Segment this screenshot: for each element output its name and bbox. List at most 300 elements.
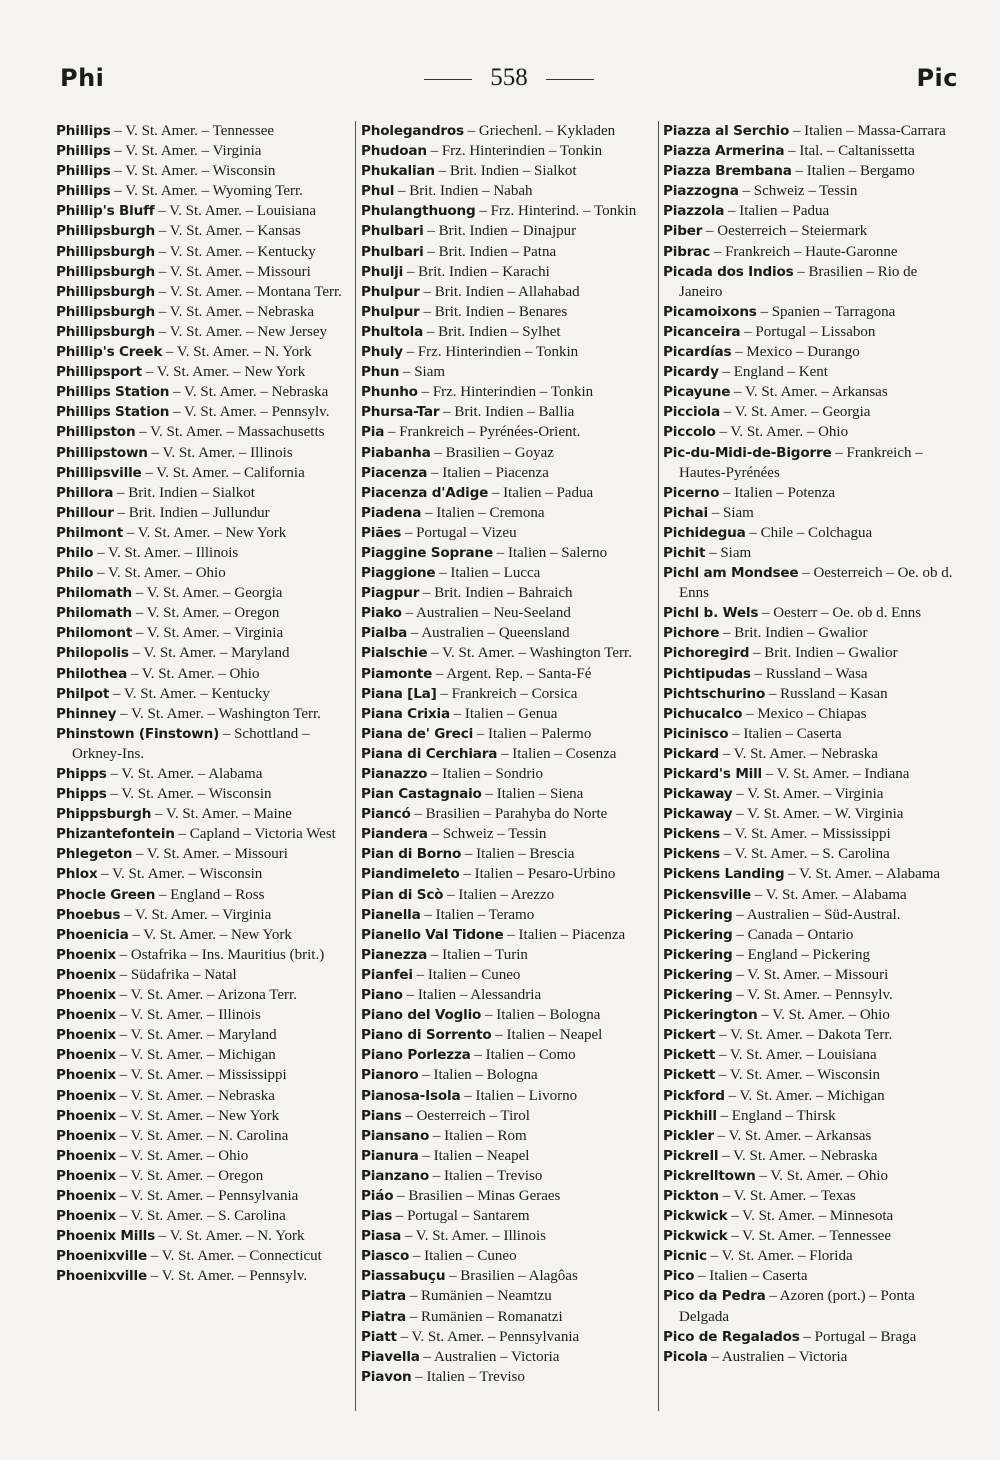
entry-location: – Ostafrika – Ins. Mauritius (brit.) xyxy=(115,946,325,963)
entry-location: – Brasilien – Minas Geraes xyxy=(393,1187,561,1204)
entry-place-name: Pian di Scò xyxy=(361,886,444,903)
entry-place-name: Pickensville xyxy=(663,886,752,903)
gazetteer-entry xyxy=(56,463,351,483)
gazetteer-entry xyxy=(56,221,351,241)
entry-location: – V. St. Amer. – Nebraska xyxy=(115,1087,275,1104)
entry-location: – Brasilien – Rio de Janeiro xyxy=(679,263,918,300)
entry-location: – V. St. Amer. – Illinois xyxy=(401,1228,546,1245)
gazetteer-entry xyxy=(361,1246,657,1266)
entry-location: – V. St. Amer. – Ohio xyxy=(715,424,849,441)
header-rule-right xyxy=(546,79,594,80)
gazetteer-entry xyxy=(56,623,351,643)
entry-place-name: Picada dos Indios xyxy=(663,263,794,280)
entry-location: – Siam xyxy=(708,504,754,521)
entry-location: – V. St. Amer. – Arkansas xyxy=(730,384,888,401)
gazetteer-entry xyxy=(663,362,963,382)
gazetteer-entry xyxy=(361,342,657,362)
entry-place-name: Picerno xyxy=(663,484,720,501)
entry-place-name: Phoenix xyxy=(56,1187,116,1204)
entry-place-name: Piana di Cerchiara xyxy=(361,745,498,762)
gazetteer-entry xyxy=(56,322,351,342)
gazetteer-entry xyxy=(361,503,657,523)
entry-place-name: Pickwick xyxy=(663,1208,728,1225)
entry-place-name: Piacenza xyxy=(361,464,428,481)
entry-place-name: Pianfei xyxy=(361,966,413,983)
entry-location: – Italien – Caserta xyxy=(728,725,842,742)
entry-location: – Italien – Salerno xyxy=(492,544,608,561)
entry-place-name: Picanceira xyxy=(663,323,741,340)
entry-place-name: Piasco xyxy=(361,1248,410,1265)
entry-place-name: Pickton xyxy=(663,1187,719,1204)
entry-location: – Italien – Treviso xyxy=(411,1368,525,1385)
entry-place-name: Phulpur xyxy=(361,303,420,320)
entry-location: – V. St. Amer. – Wyoming Terr. xyxy=(110,183,303,200)
entry-location: – Russland – Wasa xyxy=(750,665,868,682)
entry-location: – Portugal – Lissabon xyxy=(740,323,876,340)
gazetteer-entry xyxy=(361,1166,657,1186)
entry-location: – Frz. Hinterind. – Tonkin xyxy=(475,203,637,220)
gazetteer-entry xyxy=(663,503,963,523)
gazetteer-entry xyxy=(663,985,963,1005)
entry-location: – Brasilien – Parahyba do Norte xyxy=(410,806,608,823)
entry-place-name: Philo xyxy=(56,544,94,561)
gazetteer-entry xyxy=(56,302,351,322)
entry-place-name: Piccolo xyxy=(663,424,716,441)
gazetteer-entry xyxy=(56,583,351,603)
gazetteer-entry xyxy=(56,262,351,282)
entry-place-name: Phillipston xyxy=(56,424,136,441)
entry-place-name: Picinisco xyxy=(663,725,729,742)
entry-place-name: Phoenix xyxy=(56,1208,116,1225)
gazetteer-entry xyxy=(663,724,963,744)
gazetteer-entry xyxy=(663,1065,963,1085)
gazetteer-entry xyxy=(56,121,351,141)
gazetteer-entry xyxy=(56,1025,351,1045)
entry-place-name: Phinstown xyxy=(56,725,135,742)
entry-place-name: Piavon xyxy=(361,1368,412,1385)
entry-location: – Italien – Piacenza xyxy=(503,926,626,943)
entry-place-name: Pickert xyxy=(663,1027,716,1044)
entry-location: – Italien – Padua xyxy=(488,484,594,501)
gazetteer-entry xyxy=(361,643,657,663)
entry-location: – V. St. Amer. – Illinois xyxy=(115,1007,261,1024)
entry-location: – Italien – Potenza xyxy=(719,484,836,501)
gazetteer-entry xyxy=(56,905,351,925)
gazetteer-entry xyxy=(361,1327,657,1347)
entry-location: – Italien – Bologna xyxy=(481,1007,601,1024)
entry-location: – Brit. Indien – Gwalior xyxy=(749,645,898,662)
entry-place-name: Piatra xyxy=(361,1308,406,1325)
gazetteer-entry xyxy=(361,824,657,844)
gazetteer-entry xyxy=(56,864,351,884)
entry-place-name: Phillipsburgh xyxy=(56,223,156,240)
entry-location: – V. St. Amer. – Alabama xyxy=(106,766,263,782)
entry-place-name: Piano del Voglio xyxy=(361,1007,482,1024)
entry-place-name: Pico xyxy=(663,1268,695,1285)
entry-location: – Italien – Treviso xyxy=(428,1167,543,1184)
entry-place-name: Piazza al Serchio xyxy=(663,123,790,139)
gazetteer-entry xyxy=(663,824,963,844)
entry-place-name: Pickler xyxy=(663,1127,714,1144)
entry-location: – V. St. Amer. – W. Virginia xyxy=(732,806,904,823)
entry-location: – V. St. Amer. – Tennessee xyxy=(110,123,275,139)
entry-location: – Brit. Indien – Karachi xyxy=(403,263,550,280)
gazetteer-entry xyxy=(361,1186,657,1206)
entry-location: – V. St. Amer. – Wisconsin xyxy=(106,786,272,803)
gazetteer-entry xyxy=(56,985,351,1005)
entry-place-name: Phukalian xyxy=(361,163,435,180)
entry-location: – V. St. Amer. – Washington Terr. xyxy=(427,645,632,662)
entry-location: – Argent. Rep. – Santa-Fé xyxy=(432,665,592,682)
entry-place-name: Pianosa-Isola xyxy=(361,1087,461,1104)
gazetteer-entry xyxy=(56,664,351,684)
gazetteer-entry xyxy=(56,1206,351,1226)
entry-location: – Brit. Indien – Jullundur xyxy=(113,504,270,521)
gazetteer-entry xyxy=(361,181,657,201)
entry-place-name: Pickaway xyxy=(663,786,733,803)
entry-place-name: Philomath xyxy=(56,605,133,622)
entry-location: – V. St. Amer. – New Jersey xyxy=(155,323,327,340)
entry-location: – Italien – Genua xyxy=(449,705,558,722)
gazetteer-entry xyxy=(361,1367,657,1387)
entry-place-name: Pickhill xyxy=(663,1107,717,1124)
entry-place-name: Pickering xyxy=(663,946,733,963)
gazetteer-entry xyxy=(56,362,351,382)
page-number-block xyxy=(60,64,958,92)
entry-place-name: Phoenix xyxy=(56,1067,116,1084)
gazetteer-entry xyxy=(361,1065,657,1085)
entry-location: – Italien – Livorno xyxy=(460,1087,578,1104)
entry-place-name: Pialba xyxy=(361,625,408,642)
entry-place-name: Piagpur xyxy=(361,585,420,602)
entry-place-name: Phizantefontein xyxy=(56,826,175,843)
entry-place-name: Piasa xyxy=(361,1228,402,1245)
gazetteer-entry xyxy=(361,623,657,643)
entry-place-name: Pianzano xyxy=(361,1167,429,1184)
gazetteer-entry xyxy=(56,1166,351,1186)
column-divider-2 xyxy=(658,121,659,1411)
entry-location: – Brit. Indien – Nabah xyxy=(394,183,533,200)
gazetteer-entry xyxy=(663,221,963,241)
entry-place-name: Piáo xyxy=(361,1187,394,1204)
entry-place-name: Picciola xyxy=(663,404,720,421)
entry-place-name: Phillour xyxy=(56,504,114,521)
entry-place-name: Piano xyxy=(361,987,403,1004)
entry-location: – V. St. Amer. – Maryland xyxy=(115,1027,277,1044)
gazetteer-entry xyxy=(361,1226,657,1246)
entry-place-name: Picayune xyxy=(663,384,731,401)
entry-location: – V. St. Amer. – S. Carolina xyxy=(115,1208,286,1225)
entry-location: – Frankreich – Pyrénées-Orient. xyxy=(384,424,581,441)
entry-location: – V. St. Amer. – Louisiana xyxy=(154,203,317,220)
entry-place-name: Pickrell xyxy=(663,1147,719,1164)
gazetteer-entry xyxy=(56,1086,351,1106)
entry-place-name: Piana [La] xyxy=(361,685,437,702)
entry-location: – V. St. Amer. – Wisconsin xyxy=(715,1067,881,1084)
entry-place-name: Phillora xyxy=(56,484,114,501)
entry-place-name: Phursa-Tar xyxy=(361,404,440,421)
entry-location: – V. St. Amer. – Pennsylvania xyxy=(396,1328,580,1345)
entry-place-name: Phul xyxy=(361,183,395,200)
gazetteer-entry xyxy=(663,925,963,945)
gazetteer-entry xyxy=(56,563,351,583)
gazetteer-entry xyxy=(56,945,351,965)
entry-location: – England – Kent xyxy=(718,364,828,381)
entry-place-name: Pianoro xyxy=(361,1067,419,1084)
gazetteer-entry xyxy=(56,503,351,523)
gazetteer-entry xyxy=(663,523,963,543)
gazetteer-entry xyxy=(56,643,351,663)
entry-location: – Griechenl. – Kykladen xyxy=(463,123,616,139)
gazetteer-entry xyxy=(663,1126,963,1146)
entry-place-name: Phoenix xyxy=(56,1027,116,1044)
gazetteer-entry xyxy=(663,563,963,603)
entry-location: – Capland – Victoria West xyxy=(174,826,336,843)
entry-location: – Italien – Cuneo xyxy=(409,1248,517,1265)
entry-location: – Italien – Piacenza xyxy=(427,464,549,481)
gazetteer-entry xyxy=(663,262,963,302)
entry-location: – V. St. Amer. – Michigan xyxy=(115,1047,276,1064)
entry-place-name: Pickerington xyxy=(663,1007,758,1024)
entry-place-name: Piana Crixia xyxy=(361,705,450,722)
entry-location: – V. St. Amer. – New York xyxy=(123,524,287,541)
gazetteer-entry xyxy=(361,744,657,764)
gazetteer-entry xyxy=(361,844,657,864)
gazetteer-entry xyxy=(663,161,963,181)
entry-location: – Brit. Indien – Sialkot xyxy=(434,163,577,180)
entry-place-name: Philomath xyxy=(56,585,133,602)
gazetteer-entry xyxy=(361,1005,657,1025)
entry-location: – V. St. Amer. – Georgia xyxy=(132,585,283,602)
entry-location: – Italien – Bologna xyxy=(418,1067,538,1084)
entry-place-name: Phulji xyxy=(361,263,404,280)
entry-location: – V. St. Amer. – Minnesota xyxy=(727,1208,894,1225)
gazetteer-entry xyxy=(361,463,657,483)
entry-place-name: Phillipsville xyxy=(56,464,142,481)
entry-place-name: Picardías xyxy=(663,344,732,361)
entry-place-name: Piabanha xyxy=(361,444,431,461)
gazetteer-entry xyxy=(361,1126,657,1146)
entry-location: – V. St. Amer. – Michigan xyxy=(724,1087,885,1104)
entry-location: – Azoren (port.) – Ponta Delgada xyxy=(679,1288,915,1325)
entry-location: – V. St. Amer. – Montana Terr. xyxy=(155,283,342,300)
entry-location: – V. St. Amer. – Missouri xyxy=(155,263,311,280)
entry-place-name: Pickens Landing xyxy=(663,866,785,883)
gazetteer-entry xyxy=(56,1065,351,1085)
entry-location: – Oesterreich – Steiermark xyxy=(702,223,868,240)
entry-location: – Italien – Arezzo xyxy=(443,886,555,903)
entry-place-name: Philo xyxy=(56,565,94,582)
entry-place-name: Phillipsburgh xyxy=(56,283,156,300)
gazetteer-entry xyxy=(663,684,963,704)
entry-place-name: Phillipstown xyxy=(56,444,148,461)
entry-place-name: Piako xyxy=(361,605,402,622)
gazetteer-entry xyxy=(663,664,963,684)
entry-location: – V. St. Amer. – Texas xyxy=(718,1187,856,1204)
entry-location: – V. St. Amer. – Nebraska xyxy=(169,384,329,401)
gazetteer-entry xyxy=(663,965,963,985)
gazetteer-entry xyxy=(56,1266,351,1286)
entry-location: – V. St. Amer. – N. York xyxy=(155,1228,305,1245)
gazetteer-entry xyxy=(56,1226,351,1246)
entry-location: – Italien – Caserta xyxy=(694,1268,808,1285)
gazetteer-entry xyxy=(361,1307,657,1327)
entry-location: – Italien – Neapel xyxy=(491,1027,603,1044)
gazetteer-entry xyxy=(56,885,351,905)
entry-location: – V. St. Amer. – Nebraska xyxy=(718,1147,878,1164)
gazetteer-entry xyxy=(663,1025,963,1045)
entry-location: – V. St. Amer. – Washington Terr. xyxy=(116,705,321,722)
gazetteer-entry xyxy=(56,804,351,824)
entry-place-name: Phlox xyxy=(56,866,98,883)
entry-location: – V. St. Amer. – Pennsylvania xyxy=(115,1187,299,1204)
entry-place-name: Piadena xyxy=(361,504,422,521)
gazetteer-entry xyxy=(663,443,963,483)
entry-place-name: Pian Castagnaio xyxy=(361,786,482,803)
gazetteer-entry xyxy=(361,1146,657,1166)
gazetteer-entry xyxy=(361,221,657,241)
entry-location: – Brit. Indien – Gwalior xyxy=(719,625,868,642)
gazetteer-entry xyxy=(361,141,657,161)
gazetteer-entry xyxy=(361,985,657,1005)
entry-location: – V. St. Amer. – Alabama xyxy=(784,866,941,883)
gazetteer-entry xyxy=(663,1266,963,1286)
entry-place-name: Piazza Armerina xyxy=(663,143,785,160)
entry-location: – V. St. Amer. – Kansas xyxy=(155,223,301,240)
entry-place-name: Phuly xyxy=(361,344,403,361)
entry-location: – Australien – Victoria xyxy=(707,1348,848,1365)
entry-location: – V. St. Amer. – Mississippi xyxy=(719,826,891,843)
column-1 xyxy=(56,121,351,1286)
entry-place-name: Pianella xyxy=(361,906,421,923)
entry-location: – V. St. Amer. – Pennsylv. xyxy=(732,987,893,1004)
gazetteer-entry xyxy=(663,1005,963,1025)
entry-location: – V. St. Amer. – Oregon xyxy=(115,1167,264,1184)
gazetteer-entry xyxy=(361,543,657,563)
entry-place-name: Phillips xyxy=(56,143,111,160)
entry-place-name: Piamonte xyxy=(361,665,433,682)
entry-place-name: Pianazzo xyxy=(361,766,428,782)
gazetteer-entry xyxy=(663,1286,963,1326)
header-right-keyword: Pic xyxy=(916,64,958,92)
entry-location: – Chile – Colchagua xyxy=(745,524,873,541)
entry-location: – Italien – Pesaro-Urbino xyxy=(459,866,616,883)
entry-location: – V. St. Amer. – Ohio xyxy=(757,1007,890,1024)
entry-location: – V. St. Amer. – Mississippi xyxy=(115,1067,287,1084)
entry-place-name: Piana de' Greci xyxy=(361,725,474,742)
entry-location: – Mexico – Chiapas xyxy=(742,705,867,722)
gazetteer-entry xyxy=(56,382,351,402)
entry-location: – V. St. Amer. – New York xyxy=(128,926,292,943)
entry-location: – Italien – Neapel xyxy=(418,1147,530,1164)
gazetteer-entry xyxy=(663,181,963,201)
entry-location: – Siam xyxy=(399,364,446,381)
gazetteer-entry xyxy=(663,422,963,442)
entry-location: – Spanien – Tarragona xyxy=(756,303,896,320)
gazetteer-entry xyxy=(56,844,351,864)
entry-location: – Brit. Indien – Bahraich xyxy=(419,585,573,602)
gazetteer-entry xyxy=(663,1146,963,1166)
entry-place-name: Phillips xyxy=(56,183,111,200)
entry-place-name: Pickett xyxy=(663,1047,716,1064)
entry-location: – Italien – Cosenza xyxy=(497,745,617,762)
gazetteer-entry xyxy=(361,704,657,724)
gazetteer-entry xyxy=(663,1166,963,1186)
gazetteer-entry xyxy=(361,282,657,302)
gazetteer-entry xyxy=(663,945,963,965)
entry-place-name: Pickett xyxy=(663,1067,716,1084)
entry-location: – Frankreich – Corsica xyxy=(436,685,578,702)
gazetteer-entry xyxy=(663,885,963,905)
entry-location: – England – Thirsk xyxy=(716,1107,836,1124)
entry-place-name: Phoenix xyxy=(56,1127,116,1144)
entry-location: – V. St. Amer. – N. York xyxy=(162,344,312,361)
entry-location: – Oesterreich – Tirol xyxy=(401,1107,530,1124)
entry-location: – V. St. Amer. – Virginia xyxy=(132,625,284,642)
gazetteer-entry xyxy=(663,784,963,804)
gazetteer-entry xyxy=(663,1246,963,1266)
entry-place-name: Pichit xyxy=(663,544,706,561)
gazetteer-entry xyxy=(361,1045,657,1065)
entry-location: – Rumänien – Romanatzi xyxy=(405,1308,563,1325)
entry-place-name: Pichore xyxy=(663,625,720,642)
entry-location: – Italien – Brescia xyxy=(461,846,575,863)
entry-location: – Italien – Teramo xyxy=(420,906,535,923)
gazetteer-entry xyxy=(56,242,351,262)
entry-place-name: Phultola xyxy=(361,323,424,340)
gazetteer-entry xyxy=(663,1327,963,1347)
gazetteer-entry xyxy=(361,603,657,623)
gazetteer-entry xyxy=(663,141,963,161)
entry-place-name: Phudoan xyxy=(361,143,427,160)
entry-location: – V. St. Amer. – California xyxy=(141,464,305,481)
entry-place-name: Pianello Val Tidone xyxy=(361,926,504,943)
gazetteer-entry xyxy=(663,242,963,262)
gazetteer-entry xyxy=(56,141,351,161)
gazetteer-entry xyxy=(56,684,351,704)
entry-alt-name: (Finstown) xyxy=(134,725,220,742)
entry-place-name: Pichai xyxy=(663,504,708,521)
entry-location: – V. St. Amer. – Tennessee xyxy=(727,1228,891,1245)
entry-location: – V. St. Amer. – Pennsylv. xyxy=(146,1268,308,1285)
gazetteer-entry xyxy=(361,302,657,322)
entry-place-name: Pianura xyxy=(361,1147,419,1164)
entry-location: – Italien – Siena xyxy=(481,786,584,803)
gazetteer-entry xyxy=(361,804,657,824)
entry-place-name: Picamoixons xyxy=(663,303,757,320)
entry-place-name: Pichl am Mondsee xyxy=(663,565,799,582)
entry-location: – Mexico – Durango xyxy=(731,344,860,361)
entry-location: – Italien – Bergamo xyxy=(791,163,915,180)
entry-location: – Italien – Sondrio xyxy=(427,766,544,782)
gazetteer-entry xyxy=(361,121,657,141)
gazetteer-entry xyxy=(361,322,657,342)
entry-location: – V. St. Amer. – Alabama xyxy=(751,886,907,903)
gazetteer-entry xyxy=(663,1106,963,1126)
entry-place-name: Phoenix xyxy=(56,1007,116,1024)
gazetteer-entry xyxy=(56,965,351,985)
gazetteer-entry xyxy=(361,1106,657,1126)
entry-place-name: Pias xyxy=(361,1208,393,1225)
entry-place-name: Phulpur xyxy=(361,283,420,300)
entry-place-name: Philpot xyxy=(56,685,110,702)
gazetteer-entry xyxy=(56,342,351,362)
gazetteer-entry xyxy=(663,704,963,724)
entry-place-name: Phoenix xyxy=(56,1167,116,1184)
gazetteer-entry xyxy=(361,764,657,784)
entry-location: – V. St. Amer. – Nebraska xyxy=(718,745,878,762)
entry-location: – Frankreich – Hautes-Pyrénées xyxy=(679,444,923,481)
